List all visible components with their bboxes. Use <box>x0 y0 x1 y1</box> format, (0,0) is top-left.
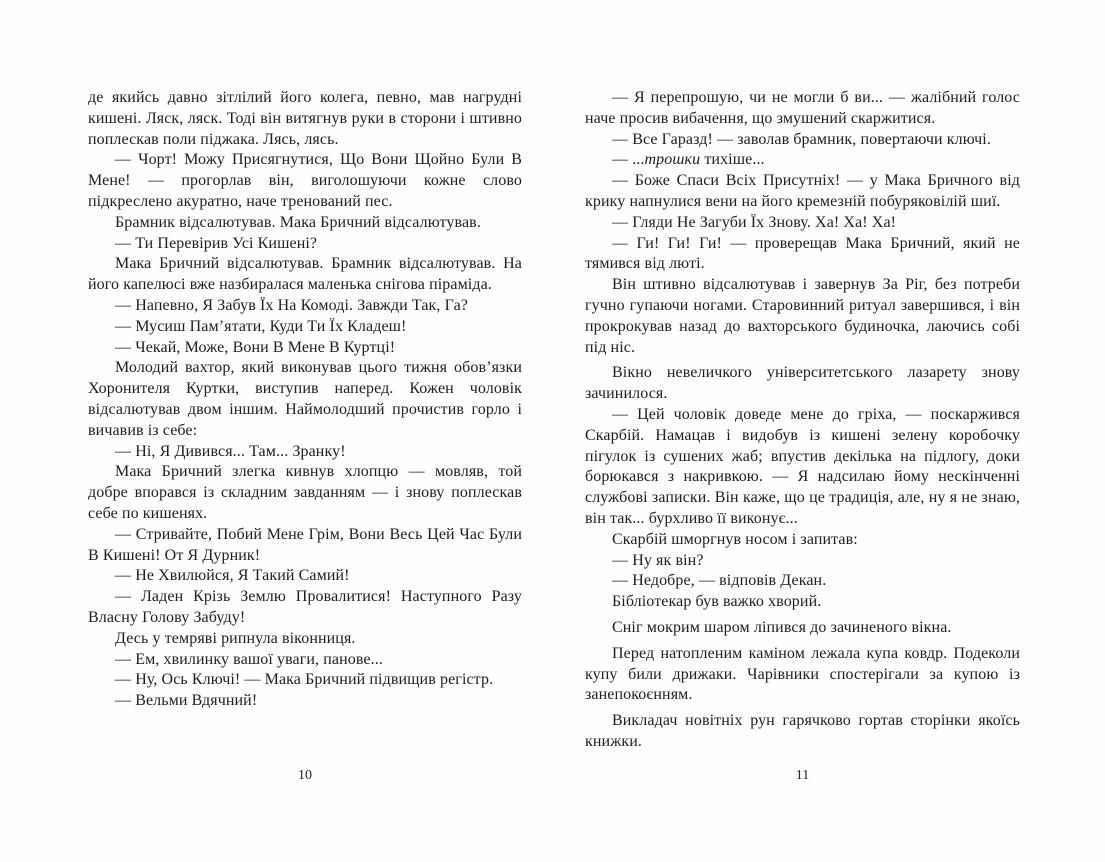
paragraph <box>88 254 522 296</box>
text-run: — Ну, Ось Ключі! — Мака Бричний підвищив регістр. <box>115 671 494 689</box>
text-run: Бібліотекар був важко хворий. <box>612 593 822 611</box>
text-run: — Ги! Ги! Ги! — проверещав Мака Бричний, який не тямився від люті. <box>585 234 1020 273</box>
paragraph <box>585 275 1020 358</box>
paragraph <box>88 629 522 650</box>
text-run: Мака Бричний відсалютував. Брамник відсалютував. На його капелюсі вже назбиралася маленька снігова піраміда. <box>88 255 522 294</box>
text-run: тихіше... <box>700 151 765 169</box>
text-run: — Мусиш Пам’ятати, Куди Ти Їх Кладеш! <box>115 317 407 335</box>
paragraph <box>585 130 1020 151</box>
paragraph <box>585 171 1020 213</box>
paragraph <box>88 150 522 212</box>
paragraph <box>88 670 522 691</box>
text-run: — Ти Перевірив Усі Кишені? <box>115 234 318 252</box>
text-run: Вікно невеличкого університетського лазарету знову зачинилося. <box>585 364 1020 403</box>
text-run: — Не Хвилюйся, Я Такий Самий! <box>115 567 350 585</box>
paragraph <box>88 317 522 338</box>
paragraph <box>88 525 522 567</box>
text-run: — Чорт! Можу Присягнутися, Що Вони Щойно Були В Мене! — прогорлав він, виголошуючи кожне слово підкреслено акуратно, наче тренований пес. <box>88 151 522 210</box>
text-run: Десь у темряві рипнула віконниця. <box>115 629 356 647</box>
text-run: — Ладен Крізь Землю Провалитися! Наступного Разу Власну Голову Забуду! <box>88 588 522 626</box>
paragraph <box>585 711 1020 753</box>
paragraph <box>585 571 1020 592</box>
text-run: — Вельми Вдячний! <box>115 692 258 710</box>
page-right <box>585 88 1020 783</box>
text-run: Сніг мокрим шаром ліпився до зачиненого вікна. <box>612 618 952 636</box>
text-run: Скарбій шморгнув носом і запитав: <box>612 530 858 548</box>
paragraph <box>585 213 1020 234</box>
paragraph <box>88 88 522 150</box>
text-run: — Цей чоловік доведе мене до гріха, — поскаржився Скарбій. Намацав і видобув із кишені зелену коробочку пігулок із сушених жаб; впустив декілька на підлогу, доки борюкався з накривкою. — Я надсилаю йому нескінченні службові записки. Він каже, що це традиція, але, ну я не знаю, він так... бурхливо її виконує... <box>585 405 1020 527</box>
text-run: Молодий вахтор, який виконував цього тижня обов’язки Хоронителя Куртки, виступив наперед. Кожен чоловік відсалютував двом іншим. Наймолодший прочистив горло і вичавив із себе: <box>88 359 522 439</box>
paragraph <box>585 551 1020 572</box>
paragraph <box>88 566 522 587</box>
text-run: Брамник відсалютував. Мака Бричний відсалютував. <box>115 213 481 231</box>
text-run: — Ні, Я Дивився... Там... Зранку! <box>115 442 346 460</box>
paragraph <box>585 644 1020 706</box>
text-run: — ... <box>612 151 645 169</box>
paragraph <box>585 530 1020 551</box>
paragraph <box>88 442 522 463</box>
paragraph <box>88 650 522 671</box>
text-run: — Я перепрошую, чи не могли б ви... — жалібний голос наче просив вибачення, що змушений скаржитися. <box>585 89 1020 127</box>
paragraph <box>88 234 522 255</box>
emphasis-text: трошки <box>644 151 701 169</box>
paragraph <box>585 592 1020 613</box>
paragraph <box>88 338 522 359</box>
page-number: 10 <box>298 768 312 783</box>
paragraph <box>585 405 1020 530</box>
text-run: Викладач новітніх рун гарячково гортав сторінки якоїсь книжки. <box>585 712 1020 750</box>
text-run: де якийсь давно зітлілий його колега, певно, мав нагрудні кишені. Ляск, ляск. Тоді він витягнув руки в сторони і штивно поплескав поли піджака. Лясь, лясь. <box>88 89 522 148</box>
paragraph <box>88 587 522 629</box>
page-text <box>88 88 522 712</box>
page-left <box>88 88 522 783</box>
text-run: — Напевно, Я Забув Їх На Комоді. Завжди Так, Га? <box>115 296 468 314</box>
paragraph <box>585 234 1020 276</box>
text-run: — Стривайте, Побий Мене Грім, Вони Весь Цей Час Були В Кишені! От Я Дурник! <box>88 525 522 564</box>
paragraph <box>88 296 522 317</box>
paragraph <box>585 88 1020 130</box>
text-run: Мака Бричний злегка кивнув хлопцю — мовляв, той добре впорався із складним завданням — і знову поплескав себе по кишенях. <box>88 463 522 522</box>
page-number: 11 <box>795 768 810 783</box>
paragraph <box>585 363 1020 405</box>
text-run: — Боже Спаси Всіх Присутніх! — у Мака Бричного від крику напнулися вени на його кремезній побуряковілій шиї. <box>585 172 1020 210</box>
text-run: — Все Гаразд! — заволав брамник, повертаючи ключі. <box>612 130 991 148</box>
text-run: — Недобре, — відповів Декан. <box>612 572 827 590</box>
paragraph <box>88 691 522 712</box>
paragraph <box>585 618 1020 639</box>
paragraph <box>88 462 522 524</box>
paragraph <box>88 358 522 441</box>
text-run: — Чекай, Може, Вони В Мене В Куртці! <box>115 338 396 356</box>
text-run: Перед натопленим каміном лежала купа ковдр. Подеколи купу били дрижаки. Чарівники спостерігали за купою із занепокоєнням. <box>585 644 1020 704</box>
paragraph <box>88 213 522 234</box>
text-run: — Гляди Не Загуби Їх Знову. Ха! Ха! Ха! <box>612 213 897 231</box>
page-text <box>585 88 1020 753</box>
text-run: — Ем, хвилинку вашої уваги, панове... <box>115 650 383 668</box>
text-run: Він штивно відсалютував і завернув За Ріг, без потреби гучно гупаючи ногами. Старовинний ритуал завершився, і він прокрокував назад до вахторського будиночка, лаючись собі під ніс. <box>585 276 1020 356</box>
paragraph <box>585 150 1020 171</box>
text-run: — Ну як він? <box>612 551 704 569</box>
